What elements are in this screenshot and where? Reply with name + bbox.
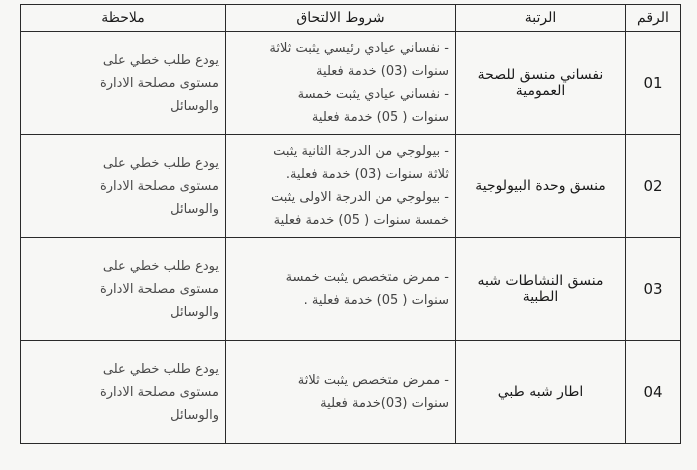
row-note: يودع طلب خطي على مستوى مصلحة الادارة والوسائل [21, 341, 226, 444]
eligibility-table [20, 4, 681, 444]
row-conditions: - ممرض متخصص يثبت خمسة سنوات ( 05) خدمة فعلية . [226, 238, 456, 341]
row-rank: منسق النشاطات شبه الطبية [456, 238, 626, 341]
header-note: ملاحظة [21, 5, 226, 32]
row-note: يودع طلب خطي على مستوى مصلحة الادارة والوسائل [21, 238, 226, 341]
row-number: 01 [626, 32, 681, 135]
header-rank: الرتبة [456, 5, 626, 32]
row-note: يودع طلب خطي على مستوى مصلحة الادارة والوسائل [21, 32, 226, 135]
row-number: 03 [626, 238, 681, 341]
table-row [21, 32, 681, 135]
row-conditions: - بيولوجي من الدرجة الثانية يثبت ثلاثة سنوات (03) خدمة فعلية. - بيولوجي من الدرجة الاولى يثبت خمسة سنوات ( 05) خدمة فعلية [226, 135, 456, 238]
table-row [21, 135, 681, 238]
row-rank: اطار شبه طبي [456, 341, 626, 444]
row-rank: منسق وحدة البيولوجية [456, 135, 626, 238]
header-number: الرقم [626, 5, 681, 32]
row-number: 02 [626, 135, 681, 238]
header-conditions: شروط الالتحاق [226, 5, 456, 32]
row-number: 04 [626, 341, 681, 444]
table-header-row [21, 5, 681, 32]
row-rank: نفساني منسق للصحة العمومية [456, 32, 626, 135]
row-conditions: - ممرض متخصص يثبت ثلاثة سنوات (03)خدمة فعلية [226, 341, 456, 444]
row-note: يودع طلب خطي على مستوى مصلحة الادارة والوسائل [21, 135, 226, 238]
row-conditions: - نفساني عيادي رئيسي يثبت ثلاثة سنوات (03) خدمة فعلية - نفساني عيادي يثبت خمسة سنوات ( 05) خدمة فعلية [226, 32, 456, 135]
table-row [21, 341, 681, 444]
table-row [21, 238, 681, 341]
